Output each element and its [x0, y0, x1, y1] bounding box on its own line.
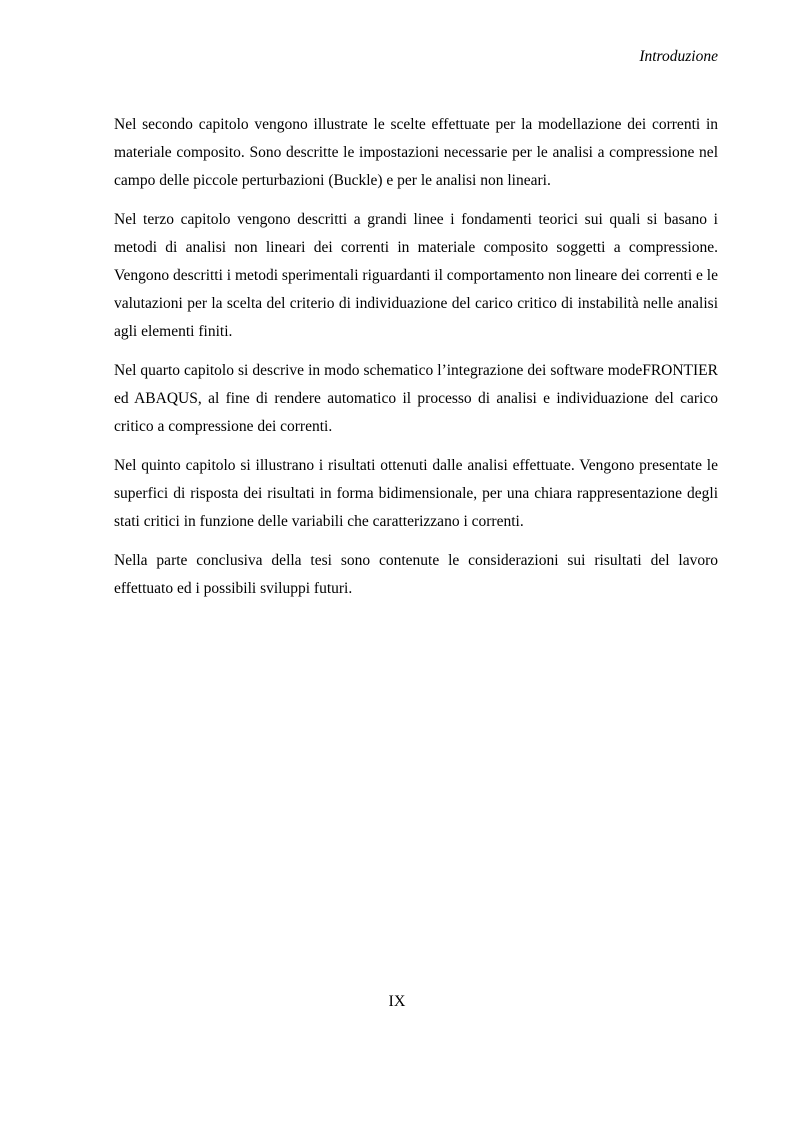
- paragraph-chapter-2: Nel secondo capitolo vengono illustrate le scelte effettuate per la modellazione dei correnti in materiale composito. Sono descritte le impostazioni necessarie per le analisi a compressione nel campo delle piccole perturbazioni (Buckle) e per le analisi non lineari.: [114, 116, 718, 189]
- paragraph-chapter-4: Nel quarto capitolo si descrive in modo schematico l’integrazione dei software modeFRONTIER ed ABAQUS, al fine di rendere automatico il processo di analisi e individuazione del carico critico a compressione dei correnti.: [114, 362, 718, 435]
- body-text: [114, 111, 718, 614]
- paragraph-chapter-3: Nel terzo capitolo vengono descritti a grandi linee i fondamenti teorici sui quali si basano i metodi di analisi non lineari dei correnti in materiale composito soggetti a compressione. Vengono descritti i metodi sperimentali riguardanti il comportamento non lineare dei correnti e le valutazioni per la scelta del criterio di individuazione del carico critico di instabilità nelle analisi agli elementi finiti.: [114, 211, 718, 340]
- running-header: Introduzione: [639, 48, 718, 65]
- page-number: IX: [388, 993, 406, 1010]
- paragraph-chapter-5: Nel quinto capitolo si illustrano i risultati ottenuti dalle analisi effettuate. Vengono presentate le superfici di risposta dei risultati in forma bidimensionale, per una chiara rappresentazione degli stati critici in funzione delle variabili che caratterizzano i correnti.: [114, 457, 718, 530]
- paragraph-conclusion: Nella parte conclusiva della tesi sono contenute le considerazioni sui risultati del lavoro effettuato ed i possibili sviluppi futuri.: [114, 552, 718, 597]
